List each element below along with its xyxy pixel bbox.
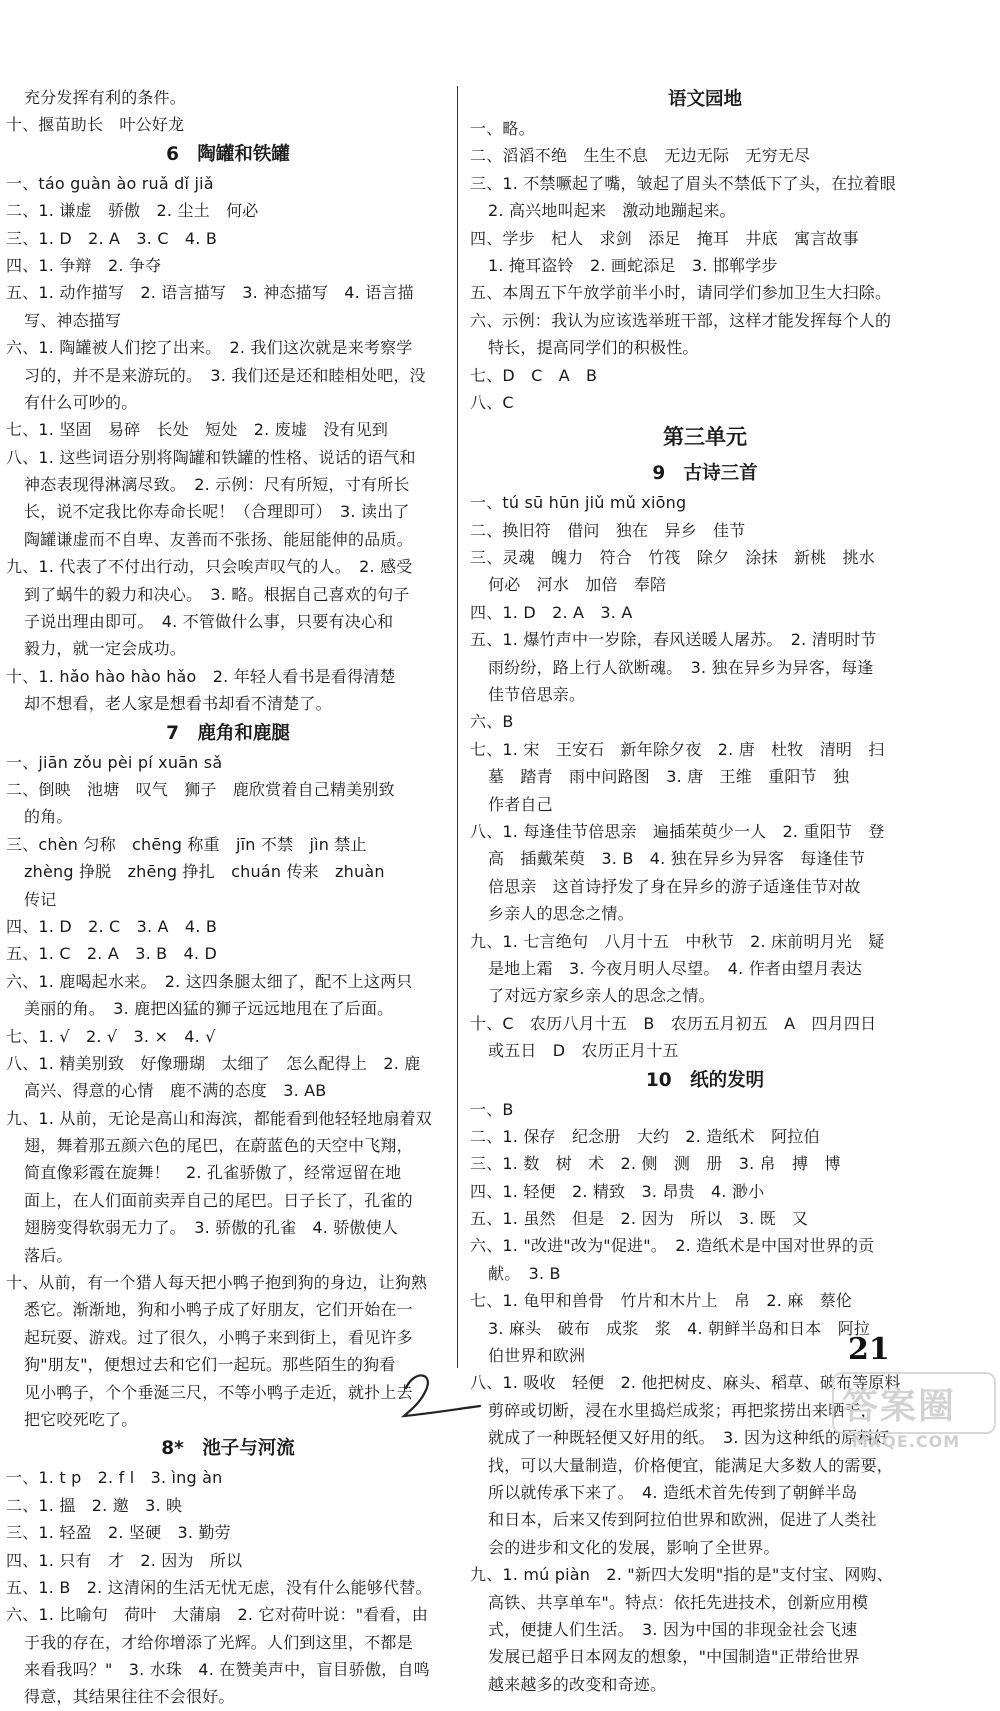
answer-line: 陶罐谦虚而不自卑、友善而不张扬、能屈能伸的品质。: [24, 529, 413, 549]
answer-line: 毅力，就一定会成功。: [24, 639, 187, 659]
answer-line: 十、1. hǎo hào hào hǎo 2. 年轻人看书是看得清楚: [6, 666, 396, 686]
watermark-url: MXQE.COM: [852, 1432, 961, 1451]
answer-line: 雨纷纷，路上行人欲断魂。 3. 独在异乡为异客，每逢: [488, 657, 874, 677]
answer-line: 七、1. 龟甲和兽骨 竹片和木片上 帛 2. 麻 蔡伦: [470, 1291, 853, 1311]
answer-line: 七、1. √ 2. √ 3. × 4. √: [6, 1026, 216, 1046]
answer-line: 五、1. 爆竹声中一岁除，春风送暖人屠苏。 2. 清明时节: [470, 630, 877, 650]
answer-line: 1. 掩耳盗铃 2. 画蛇添足 3. 邯郸学步: [488, 255, 778, 275]
answer-line: 三、1. 不禁噘起了嘴，皱起了眉头不禁低下了头，在拉着眼: [470, 173, 896, 193]
answer-line: zhèng 挣脱 zhēng 挣扎 chuán 传来 zhuàn: [24, 862, 385, 882]
answer-line: 三、chèn 匀称 chēng 称重 jīn 不禁 jìn 禁止: [6, 834, 367, 854]
answer-line: 十、揠苗助长 叶公好龙: [6, 115, 185, 135]
answer-line: 六、B: [470, 712, 514, 732]
answer-line: 越来越多的改变和奇迹。: [488, 1674, 667, 1694]
answer-line: 翅，舞着那五颜六色的尾巴，在蔚蓝色的天空中飞翔，: [24, 1136, 413, 1156]
answer-line: 伯世界和欧洲: [488, 1346, 586, 1366]
answer-line: 狗"朋友"，便想过去和它们一起玩。那些陌生的狗看: [24, 1355, 396, 1375]
answer-line: 六、1. 鹿喝起水来。 2. 这四条腿太细了，配不上这两只: [6, 971, 413, 991]
answer-line: 九、1. 七言绝句 八月十五 中秋节 2. 床前明月光 疑: [470, 931, 885, 951]
page-number: 21: [848, 1332, 890, 1367]
answer-line: 一、1. t p 2. f l 3. ìng àn: [6, 1468, 223, 1488]
answer-line: 五、1. B 2. 这清闲的生活无忧无虑，没有什么能够代替。: [6, 1577, 432, 1597]
answer-line: 二、滔滔不绝 生生不息 无边无际 无穷无尽: [470, 146, 811, 166]
answer-line: 所以就传承下来了。 4. 造纸术首先传到了朝鲜半岛: [488, 1482, 858, 1502]
lesson-heading: 语文园地: [667, 89, 742, 110]
answer-line: 六、示例：我认为应该选举班干部，这样才能发挥每个人的: [470, 310, 892, 330]
answer-line: 作者自己: [488, 794, 553, 814]
answer-line: 一、tú sū hūn jiǔ mǔ xiōng: [470, 493, 687, 513]
answer-line: 六、1. 陶罐被人们挖了出来。 2. 我们这次就是来考察学: [6, 338, 413, 358]
answer-line: 六、1. 比喻句 荷叶 大蒲扇 2. 它对荷叶说："看看，由: [6, 1605, 429, 1625]
answer-line: 二、1. 谦虚 骄傲 2. 尘土 何必: [6, 201, 259, 221]
answer-line: 七、D C A B: [470, 365, 598, 385]
answer-line: 四、1. 只有 才 2. 因为 所以: [6, 1550, 243, 1570]
answer-line: 一、略。: [470, 119, 535, 138]
answer-line: 面上，在人们面前卖弄自己的尾巴。日子长了，孔雀的: [24, 1190, 413, 1210]
answer-line: 有什么可吵的。: [24, 392, 138, 412]
answer-line: 八、1. 每逢佳节倍思亲 遍插茱萸少一人 2. 重阳节 登: [470, 821, 885, 841]
watermark-logo: [832, 1372, 996, 1454]
answer-line: 八、1. 吸收 轻便 2. 他把树皮、麻头、稻草、破布等原料: [470, 1373, 901, 1393]
answer-line: 式，便捷人们生活。 3. 因为中国的非现金社会飞速: [488, 1619, 858, 1639]
answer-line: 的角。: [24, 807, 73, 827]
answer-line: 了对远方家乡亲人的思念之情。: [488, 986, 715, 1006]
answer-line: 六、1. "改进"改为"促进"。 2. 造纸术是中国对世界的贡: [470, 1236, 875, 1256]
answer-line: 神态表现得淋漓尽致。 2. 示例：尺有所短，寸有所长: [24, 475, 410, 495]
answer-line: 五、1. C 2. A 3. B 4. D: [6, 944, 218, 964]
answer-line: 3. 麻头 破布 成浆 浆 4. 朝鲜半岛和日本 阿拉: [488, 1318, 871, 1338]
answer-line: 一、B: [470, 1099, 514, 1119]
answer-line: 到了蜗牛的毅力和决心。 3. 略。根据自己喜欢的句子: [24, 584, 410, 604]
answer-line: 起玩耍、游戏。过了很久，小鸭子来到街上，看见许多: [24, 1327, 413, 1347]
answer-line: 三、灵魂 魄力 符合 竹筏 除夕 涂抹 新桃 挑水: [470, 548, 876, 568]
answer-line: 五、1. 动作描写 2. 语言描写 3. 神态描写 4. 语言描: [6, 283, 414, 303]
answer-line: 四、1. D 2. C 3. A 4. B: [6, 916, 218, 936]
answer-line: 见小鸭子，个个垂涎三尺，不等小鸭子走近，就扑上去: [24, 1382, 413, 1402]
handwritten-mark-icon: [396, 1366, 486, 1426]
answer-line: 九、1. mú piàn 2. "新四大发明"指的是"支付宝、网购、: [470, 1565, 893, 1585]
answer-line: 习的，并不是来游玩的。 3. 我们还是还和睦相处吧，没: [24, 365, 426, 385]
answer-line: 悉它。渐渐地，狗和小鸭子成了好朋友，它们开始在一: [24, 1300, 413, 1320]
answer-line: 七、1. 宋 王安石 新年除夕夜 2. 唐 杜牧 清明 扫: [470, 739, 885, 759]
answer-line: 就成了一种既轻便又好用的纸。 3. 因为这种纸的原料好: [488, 1428, 890, 1448]
answer-line: 十、C 农历八月十五 B 农历五月初五 A 四月四日: [470, 1013, 877, 1033]
answer-line: 四、学步 杞人 求剑 添足 掩耳 井底 寓言故事: [470, 228, 859, 248]
answer-line: 四、1. 轻便 2. 精致 3. 昂贵 4. 渺小: [470, 1181, 765, 1201]
answer-line: 佳节倍思亲。: [488, 685, 586, 705]
answer-line: 写、神态描写: [24, 310, 122, 330]
answer-line: 九、1. 代表了不付出行动，只会唉声叹气的人。 2. 感受: [6, 557, 413, 577]
answer-line: 2. 高兴地叫起来 激动地蹦起来。: [488, 201, 736, 221]
answer-line: 会的进步和文化的发展，影响了全世界。: [488, 1537, 780, 1557]
answer-line: 长，说不定我比你寿命长呢！（合理即可） 3. 读出了: [24, 502, 410, 522]
answer-line: 简直像彩霞在旋舞！ 2. 孔雀骄傲了，经常逗留在地: [24, 1163, 402, 1183]
answer-line: 高兴、得意的心情 鹿不满的态度 3. AB: [24, 1081, 327, 1101]
answer-line: 得意，其结果往往不会很好。: [24, 1687, 235, 1707]
answer-line: 八、C: [470, 392, 514, 412]
answer-line: 子说出理由即可。 4. 不管做什么事，只要有决心和: [24, 612, 394, 632]
lesson-heading: 7 鹿角和鹿腿: [166, 722, 290, 744]
answer-line: 翅膀变得软弱无力了。 3. 骄傲的孔雀 4. 骄傲使人: [24, 1218, 399, 1238]
answer-line: 三、1. 轻盈 2. 坚硬 3. 勤劳: [6, 1523, 231, 1543]
answer-line: 何必 河水 加倍 奉陪: [488, 575, 667, 595]
column-divider: [457, 86, 458, 1368]
answer-line: 二、换旧符 借问 独在 异乡 佳节: [470, 520, 746, 540]
lesson-heading: 10 纸的发明: [645, 1069, 765, 1091]
answer-line: 高 插戴茱萸 3. B 4. 独在异乡为异客 每逢佳节: [488, 849, 866, 869]
answer-line: 一、jiān zǒu pèi pí xuān sǎ: [6, 752, 223, 772]
lesson-heading: 6 陶罐和铁罐: [166, 143, 290, 165]
right-answer-column: [470, 84, 940, 1698]
left-answer-column: [6, 84, 450, 1711]
watermark-title: 答案圈: [842, 1386, 957, 1427]
answer-line: 二、1. 保存 纪念册 大约 2. 造纸术 阿拉伯: [470, 1126, 820, 1146]
answer-line: 充分发挥有利的条件。: [24, 88, 187, 107]
answer-line: 九、1. 从前，无论是高山和海滨，都能看到他轻轻地扇着双: [6, 1108, 432, 1128]
answer-line: 落后。: [24, 1245, 73, 1265]
answer-line: 却不想看，老人家是想看书却看不清楚了。: [24, 694, 332, 714]
lesson-heading: 8* 池子与河流: [161, 1438, 295, 1460]
answer-line: 墓 踏青 雨中问路图 3. 唐 王维 重阳节 独: [488, 767, 850, 787]
answer-line: 找，可以大量制造，价格便宜，能满足大多数人的需要，: [488, 1455, 894, 1475]
answer-line: 献。 3. B: [488, 1263, 561, 1283]
answer-line: 倍思亲 这首诗抒发了身在异乡的游子适逢佳节对故: [488, 876, 861, 896]
answer-line: 八、1. 这些词语分别将陶罐和铁罐的性格、说话的语气和: [6, 447, 416, 467]
answer-line: 三、1. 数 树 术 2. 侧 测 册 3. 帛 搏 博: [470, 1154, 841, 1174]
answer-line: 于我的存在，才给你增添了光辉。人们到这里，不都是: [24, 1632, 413, 1652]
answer-line: 五、1. 虽然 但是 2. 因为 所以 3. 既 又: [470, 1209, 809, 1229]
answer-line: 八、1. 精美别致 好像珊瑚 太细了 怎么配得上 2. 鹿: [6, 1053, 421, 1073]
answer-line: 五、本周五下午放学前半小时，请同学们参加卫生大扫除。: [470, 283, 892, 303]
answer-line: 传记: [24, 889, 57, 909]
answer-line: 剪碎或切断，浸在水里捣烂成浆；再把浆捞出来晒干，: [488, 1400, 877, 1420]
unit-heading: 第三单元: [663, 425, 747, 450]
answer-line: 特长，提高同学们的积极性。: [488, 338, 699, 358]
answer-line: 二、1. 搵 2. 邀 3. 映: [6, 1495, 183, 1515]
answer-line: 来看我吗？" 3. 水珠 4. 在赞美声中，盲目骄傲，自鸣: [24, 1660, 430, 1680]
lesson-heading: 9 古诗三首: [652, 463, 758, 485]
answer-line: 是地上霜 3. 今夜月明人尽望。 4. 作者由望月表达: [488, 958, 863, 978]
answer-line: 和日本，后来又传到阿拉伯世界和欧洲，促进了人类社: [488, 1510, 877, 1530]
answer-line: 十、从前，有一个猎人每天把小鸭子抱到狗的身边，让狗熟: [6, 1273, 428, 1293]
answer-line: 或五日 D 农历正月十五: [488, 1041, 679, 1061]
answer-line: 发展已超乎日本网友的想象，"中国制造"正带给世界: [488, 1647, 860, 1667]
answer-line: 四、1. 争辩 2. 争夺: [6, 255, 162, 275]
answer-line: 美丽的角。 3. 鹿把凶猛的狮子远远地甩在了后面。: [24, 999, 394, 1019]
answer-line: 乡亲人的思念之情。: [488, 904, 634, 924]
answer-line: 一、táo guàn ào ruǎ dǐ jiǎ: [6, 173, 214, 193]
answer-line: 二、倒映 池塘 叹气 狮子 鹿欣赏着自己精美别致: [6, 779, 395, 799]
answer-line: 三、1. D 2. A 3. C 4. B: [6, 228, 218, 248]
answer-line: 把它咬死吃了。: [24, 1409, 138, 1429]
answer-line: 四、1. D 2. A 3. A: [470, 602, 633, 622]
answer-line: 高铁、共享单车"。特点：依托先进技术，创新应用模: [488, 1592, 869, 1612]
answer-line: 七、1. 坚固 易碎 长处 短处 2. 废墟 没有见到: [6, 420, 389, 440]
